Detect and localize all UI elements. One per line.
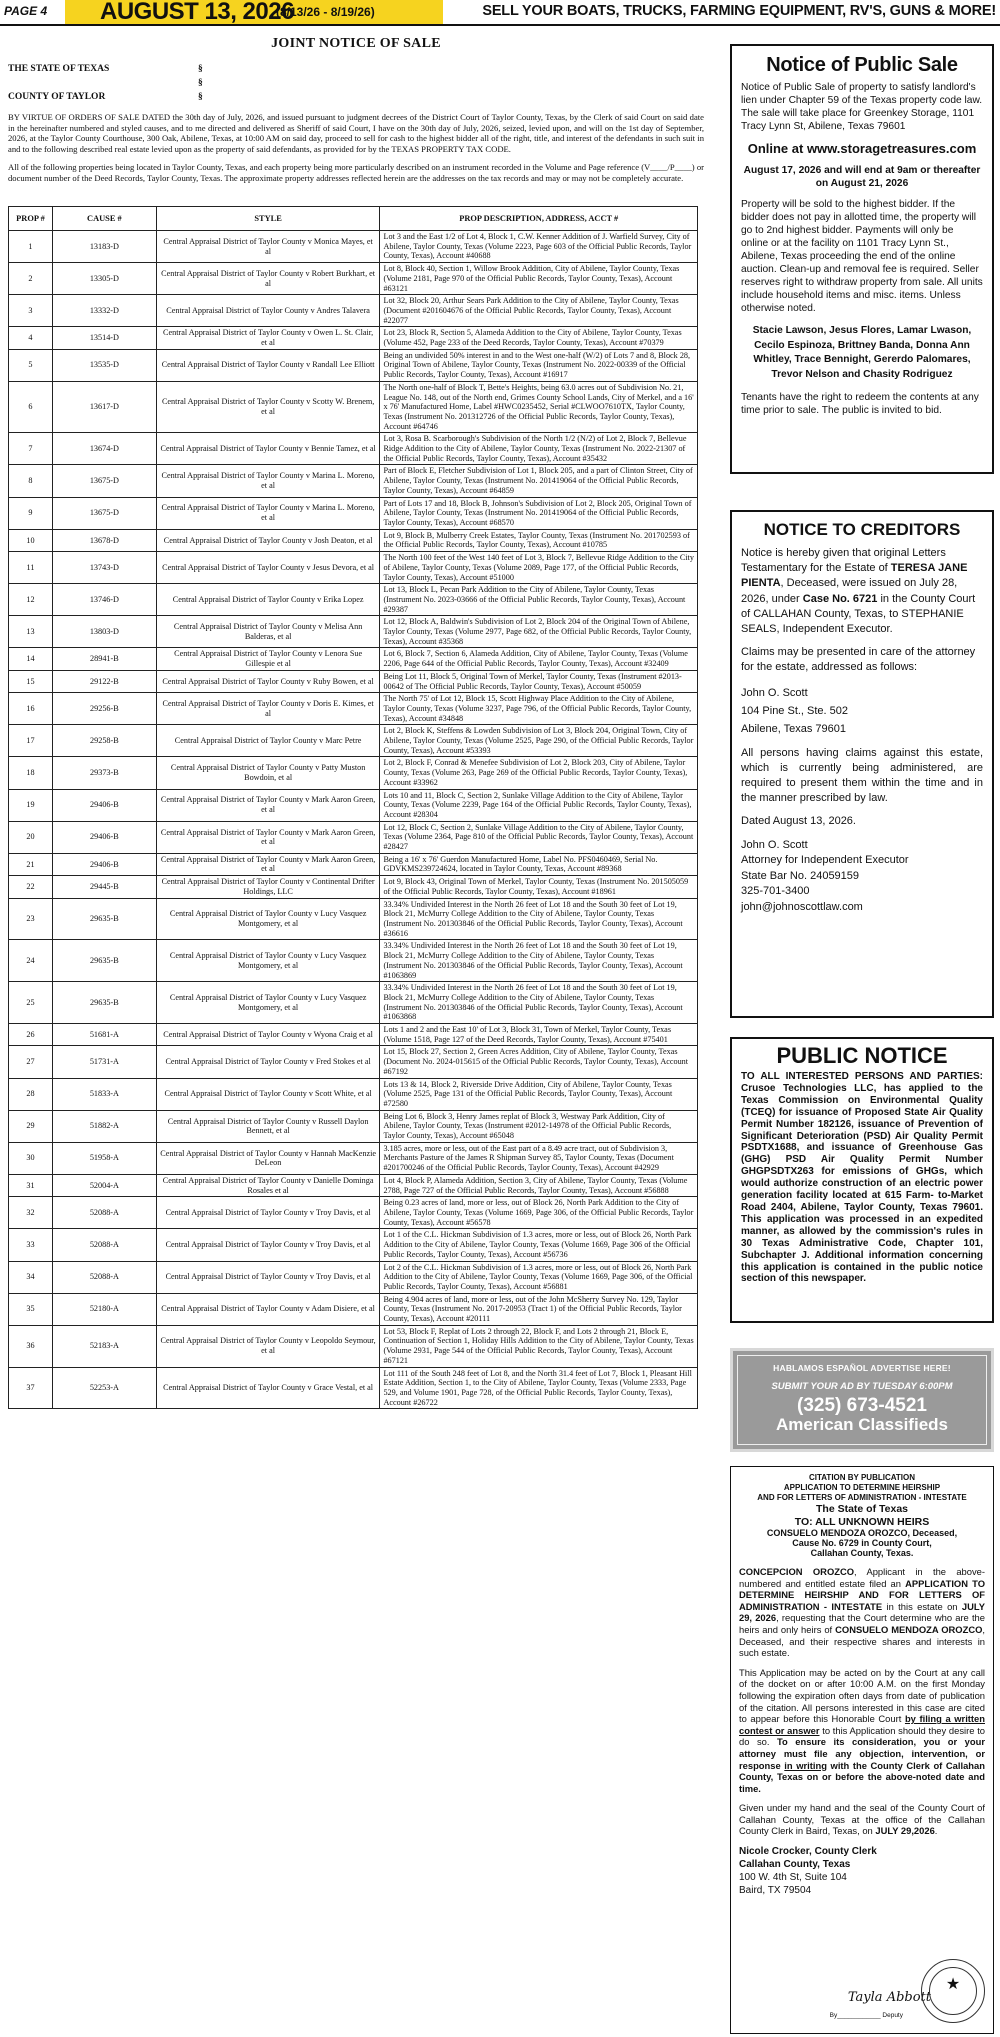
deputy-line: By____________ Deputy <box>829 2012 903 2019</box>
cause-number: 28941-B <box>52 648 156 670</box>
table-row <box>9 552 698 584</box>
notice-to-creditors <box>730 510 994 1018</box>
county-clerk-block: Nicole Crocker, County Clerk Callahan County, Texas 100 W. 4th St, Suite 104 Baird, TX 79504 <box>739 1846 877 1897</box>
cause-number: 29256-B <box>52 693 156 725</box>
property-description: Lots 13 & 14, Block 2, Riverside Drive Addition, City of Abilene, Taylor County, Texas (Volume 2525, Page 131 of the Official Public Records, Taylor County, Texas), Account #72580 <box>380 1078 698 1110</box>
issue-date: AUGUST 13, 2026 <box>100 0 294 25</box>
cause-number: 29445-B <box>52 876 156 898</box>
prop-number: 34 <box>9 1261 53 1293</box>
table-row <box>9 1142 698 1174</box>
table-row <box>9 757 698 789</box>
public-sale-intro: Notice of Public Sale of property to satisfy landlord's lien under Chapter 59 of the Texas property code law. The sale will take place for Greenkey Storage, 1101 Tracy Lynn St, Abilene, Texas 79601 <box>741 82 983 132</box>
cause-number: 51882-A <box>52 1110 156 1142</box>
property-description: Lot 3, Rosa B. Scarborough's Subdivision of the North 1/2 (N/2) of Lot 2, Block 7, Bellevue Ridge Addition to the City of Abilene, Taylor County, Texas (Instrument No. 2022-21307 of the Official Public Records, Taylor County, Texas), Account #35432 <box>380 433 698 465</box>
property-description: The North 100 feet of the West 140 feet of Lot 3, Block 7, Bellevue Ridge Addition to the City of Abilene, Taylor County, Texas (Volume 2089, Page 177, of the Official Public Records, Taylor County, Texas), Account #51000 <box>380 552 698 584</box>
table-row <box>9 381 698 433</box>
cause-number: 13332-D <box>52 295 156 327</box>
prop-number: 5 <box>9 349 53 381</box>
case-style: Central Appraisal District of Taylor County v Jesus Devora, et al <box>156 552 380 584</box>
prop-number: 36 <box>9 1325 53 1367</box>
table-row <box>9 433 698 465</box>
promo-line-1: HABLAMOS ESPAÑOL ADVERTISE HERE! <box>773 1363 951 1373</box>
case-style: Central Appraisal District of Taylor County v Leopoldo Seymour, et al <box>156 1325 380 1367</box>
table-row <box>9 876 698 898</box>
property-description: Lot 2, Block K, Steffens & Lowden Subdivision of Lot 3, Block 204, Original Town, City of Abilene, Taylor County, Texas (Volume 2525, Page 290, of the Official Public Records, Taylor County, Texas), Account #53393 <box>380 725 698 757</box>
case-style: Central Appraisal District of Taylor County v Continental Drifter Holdings, LLC <box>156 876 380 898</box>
prop-number: 21 <box>9 853 53 875</box>
cause-number: 13617-D <box>52 381 156 433</box>
property-description: Being Lot 6, Block 3, Henry James replat of Block 3, Westway Park Addition, City of Abilene, Taylor County, Texas (Instrument #2012-14978 of the Official Public Records, Taylor County, Texas), Account #65048 <box>380 1110 698 1142</box>
case-style: Central Appraisal District of Taylor County v Mark Aaron Green, et al <box>156 853 380 875</box>
classifieds-promo <box>730 1348 994 1452</box>
cause-number: 13678-D <box>52 529 156 551</box>
property-description: Lots 1 and 2 and the East 10' of Lot 3, Block 31, Town of Merkel, Taylor County, Texas (Volume 1518, Page 127 of the Deed Records, Taylor County, Texas), Account #75401 <box>380 1024 698 1046</box>
case-style: Central Appraisal District of Taylor County v Doris E. Kimes, et al <box>156 693 380 725</box>
cause-number: 13535-D <box>52 349 156 381</box>
promo-brand: American Classifieds <box>776 1415 948 1434</box>
creditors-email: john@johnoscottlaw.com <box>741 900 863 913</box>
creditors-paragraph-3: All persons having claims against this estate, which is currently being administered, are required to present them within the time and in the manner prescribed by law. <box>741 746 983 805</box>
case-style: Central Appraisal District of Taylor County v Lenora Sue Gillespie et al <box>156 648 380 670</box>
cause-number: 13675-D <box>52 497 156 529</box>
table-row <box>9 231 698 263</box>
section-line <box>8 76 704 90</box>
case-style: Central Appraisal District of Taylor County v Marina L. Moreno, et al <box>156 465 380 497</box>
case-style: Central Appraisal District of Taylor County v Owen L. St. Clair, et al <box>156 327 380 349</box>
page-header <box>0 0 1000 26</box>
case-style: Central Appraisal District of Taylor County v Lucy Vasquez Montgomery, et al <box>156 940 380 982</box>
cause-number: 51833-A <box>52 1078 156 1110</box>
col-prop: PROP # <box>9 207 53 231</box>
public-sale-dates: August 17, 2026 and will end at 9am or thereafter on August 21, 2026 <box>743 165 981 189</box>
table-row <box>9 497 698 529</box>
prop-number: 15 <box>9 670 53 692</box>
prop-number: 2 <box>9 263 53 295</box>
table-header-row <box>9 207 698 231</box>
cause-number: 13674-D <box>52 433 156 465</box>
prop-number: 7 <box>9 433 53 465</box>
public-notice-title: PUBLIC NOTICE <box>776 1043 948 1068</box>
table-row <box>9 1024 698 1046</box>
property-description: Lot 6, Block 7, Section 6, Alameda Addition, City of Abilene, Taylor County, Texas (Volume 2206, Page 644 of the Official Public Records, Taylor County, Texas), Account #32409 <box>380 648 698 670</box>
property-description: Lot 12, Block A, Baldwin's Subdivision of Lot 2, Block 204 of the Original Town of Abilene, Taylor County, Texas (Volume 2977, Page 682, of the Official Public Records, Taylor County, Texas), Account #35368 <box>380 616 698 648</box>
cause-number: 52180-A <box>52 1293 156 1325</box>
prop-number: 32 <box>9 1197 53 1229</box>
prop-number: 29 <box>9 1110 53 1142</box>
property-description: Lot 2, Block F, Conrad & Menefee Subdivision of Lot 2, Block 203, City of Abilene, Taylor County, Texas (Volume 263, Page 269 of the Official Public Records, Taylor County, Texas), Account #33962 <box>380 757 698 789</box>
table-row <box>9 263 698 295</box>
cause-number: 13743-D <box>52 552 156 584</box>
table-row <box>9 940 698 982</box>
table-row <box>9 295 698 327</box>
table-row <box>9 327 698 349</box>
property-description: Part of Lots 17 and 18, Block B, Johnson's Subdivision of Lot 2, Block 205, Original Town of Abilene, Taylor County, Texas (Instrument No. 201419064 of the Official Public Records, Taylor County, Texas), Account #68570 <box>380 497 698 529</box>
prop-number: 28 <box>9 1078 53 1110</box>
case-style: Central Appraisal District of Taylor County v Troy Davis, et al <box>156 1229 380 1261</box>
public-sale-names: Stacie Lawson, Jesus Flores, Lamar Lwason, Cecilo Espinoza, Brittney Banda, Donna Ann Whitley, Trace Bennight, Gererdo Palomares, Trevor Nelson and Chasity Rodriguez <box>752 325 972 380</box>
case-style: Central Appraisal District of Taylor County v Troy Davis, et al <box>156 1197 380 1229</box>
case-style: Central Appraisal District of Taylor County v Monica Mayes, et al <box>156 231 380 263</box>
table-row <box>9 1325 698 1367</box>
prop-number: 8 <box>9 465 53 497</box>
prop-number: 35 <box>9 1293 53 1325</box>
page-number: PAGE 4 <box>4 4 48 18</box>
table-row <box>9 1110 698 1142</box>
prop-number: 23 <box>9 898 53 940</box>
cause-number: 13675-D <box>52 465 156 497</box>
table-row <box>9 898 698 940</box>
table-row <box>9 670 698 692</box>
property-description: Lot 12, Block C, Section 2, Sunlake Village Addition to the City of Abilene, Taylor County, Texas (Volume 2364, Page 810 of the Official Public Records, Taylor County, Texas), Account #28427 <box>380 821 698 853</box>
case-style: Central Appraisal District of Taylor County v Adam Disiere, et al <box>156 1293 380 1325</box>
creditors-paragraph-2: Claims may be presented in care of the attorney for the estate, addressed as follows: <box>741 646 976 674</box>
cause-number: 29258-B <box>52 725 156 757</box>
table-row <box>9 1261 698 1293</box>
public-sale-online: Online at www.storagetreasures.com <box>747 141 977 156</box>
property-description: Being an undivided 50% interest in and to the West one-half (W/2) of Lots 7 and 8, Block 28, Original Town of Abilene, Taylor County, Texas (Instrument No. 2022-00339 of the Official Public Records, Taylor County, Texas), Account #16917 <box>380 349 698 381</box>
prop-number: 9 <box>9 497 53 529</box>
prop-number: 4 <box>9 327 53 349</box>
col-style: STYLE <box>156 207 380 231</box>
property-description: Lot 1 of the C.L. Hickman Subdivision of 1.3 acres, more or less, out of Block 26, North Park Addition to the City of Abilene, Taylor County, Texas (Volume 1669, Page 306 of the Official Public Records, Taylor County, Texas), Account #56736 <box>380 1229 698 1261</box>
case-style: Central Appraisal District of Taylor County v Robert Burkhart, et al <box>156 263 380 295</box>
table-row <box>9 1078 698 1110</box>
case-style: Central Appraisal District of Taylor County v Danielle Dominga Rosales et al <box>156 1174 380 1196</box>
property-description: Lot 3 and the East 1/2 of Lot 4, Block 1, C.W. Kenner Addition of J. Warfield Survey, City of Abilene, Taylor County, Texas (Volume 2223, Page 603 of the Official Public Records, Taylor County, Texas), Account #40688 <box>380 231 698 263</box>
table-row <box>9 853 698 875</box>
property-description: The North one-half of Block T, Bette's Heights, being 63.0 acres out of Subdivision No. 21, League No. 148, out of the North end, Grimes County School Lands, City of Merkel, and a 16' x 76' Manufactured Home, Label #HWC0235452, Serial #CLWOO7610TX, Taylor County, Texas (Instrument No. 201312726 of the Official Public Records, Taylor County, Texas), Account #64746 <box>380 381 698 433</box>
cause-number: 52183-A <box>52 1325 156 1367</box>
prop-number: 11 <box>9 552 53 584</box>
prop-number: 26 <box>9 1024 53 1046</box>
table-row <box>9 982 698 1024</box>
table-row <box>9 1174 698 1196</box>
cause-number: 52088-A <box>52 1261 156 1293</box>
property-description: Being Lot 11, Block 5, Original Town of Merkel, Taylor County, Texas (Instrument #2013-00642 of The Official Public Records, Taylor County, Texas), Account #50059 <box>380 670 698 692</box>
public-notice <box>730 1037 994 1323</box>
table-row <box>9 1197 698 1229</box>
joint-notice-title: JOINT NOTICE OF SALE <box>271 36 441 51</box>
prop-number: 10 <box>9 529 53 551</box>
case-style: Central Appraisal District of Taylor County v Andres Talavera <box>156 295 380 327</box>
cause-number: 52253-A <box>52 1367 156 1409</box>
cause-number: 29635-B <box>52 940 156 982</box>
case-style: Central Appraisal District of Taylor County v Troy Davis, et al <box>156 1261 380 1293</box>
case-style: Central Appraisal District of Taylor County v Patty Muston Bowdoin, et al <box>156 757 380 789</box>
prop-number: 19 <box>9 789 53 821</box>
cause-number: 52088-A <box>52 1229 156 1261</box>
prop-number: 12 <box>9 584 53 616</box>
issue-range: (8/13/26 - 8/19/26) <box>276 5 375 19</box>
case-style: Central Appraisal District of Taylor County v Russell Daylon Bennett, et al <box>156 1110 380 1142</box>
cause-number: 29635-B <box>52 982 156 1024</box>
col-cause: CAUSE # <box>52 207 156 231</box>
case-style: Central Appraisal District of Taylor County v Josh Deaton, et al <box>156 529 380 551</box>
property-description: 33.34% Undivided Interest in the North 26 feet of Lot 18 and the South 30 feet of Lot 19, Block 21, McMurry College Addition to the City of Abilene, Taylor County, Texas (Instrument No. 201303846 of the Official Public Records, Taylor County, Texas), Account #1063868 <box>380 982 698 1024</box>
table-row <box>9 821 698 853</box>
table-row <box>9 529 698 551</box>
cause-number: 52088-A <box>52 1197 156 1229</box>
case-style: Central Appraisal District of Taylor County v Randall Lee Elliott <box>156 349 380 381</box>
state-line: THE STATE OF TEXAS § <box>8 64 203 74</box>
table-row <box>9 584 698 616</box>
case-style: Central Appraisal District of Taylor County v Hannah MacKenzie DeLeon <box>156 1142 380 1174</box>
case-style: Central Appraisal District of Taylor County v Scotty W. Brenem, et al <box>156 381 380 433</box>
county-seal-icon: ★ <box>921 1959 985 2023</box>
property-description: Lot 111 of the South 248 feet of Lot 8, and the North 31.4 feet of Lot 7, Block 1, Pleasant Hill Estate Addition, Section 1, to the City of Abilene, Taylor County, Texas (Volume 2333, Page 529, and Volume 1901, Page 728, of the Official Public Records, Taylor County, Texas), Account #26722 <box>380 1367 698 1409</box>
prop-number: 30 <box>9 1142 53 1174</box>
public-sale-terms: Property will be sold to the highest bidder. If the bidder does not pay in allotted time, the property will go to 2nd highest bidder. Payments will only be online or at the facility on 1101 Tracy Lynn St., Abilene, Texas proceeding the end of the online auction. Clean-up and removal fee is required. Seller reserves right to withdraw property from sale. All units include household items and misc. items. Unless otherwise noted. <box>741 199 983 314</box>
property-description: Lot 32, Block 20, Arthur Sears Park Addition to the City of Abilene, Taylor County, Texas (Document #201604676 of the Official Public Records, Taylor County, Texas), Account #22077 <box>380 295 698 327</box>
cause-number: 29373-B <box>52 757 156 789</box>
case-style: Central Appraisal District of Taylor County v Lucy Vasquez Montgomery, et al <box>156 982 380 1024</box>
col-description: PROP DESCRIPTION, ADDRESS, ACCT # <box>380 207 698 231</box>
case-style: Central Appraisal District of Taylor County v Mark Aaron Green, et al <box>156 789 380 821</box>
case-style: Central Appraisal District of Taylor County v Erika Lopez <box>156 584 380 616</box>
citation-paragraph-3: Given under my hand and the seal of the County Court of Callahan County, Texas at the office of the Callahan County Clerk in Baird, Texas, on JULY 29,2026. <box>739 1802 985 1837</box>
case-style: Central Appraisal District of Taylor County v Melisa Ann Balderas, et al <box>156 616 380 648</box>
table-row <box>9 616 698 648</box>
property-description: Lot 4, Block P, Alameda Addition, Section 3, City of Abilene, Taylor County, Texas (Volume 2788, Page 727 of the Official Public Records, Taylor County, Texas), Account #56888 <box>380 1174 698 1196</box>
property-paragraph: All of the following properties being located in Taylor County, Texas, and each property being more particularly described on an instrument recorded in the Volume and Page reference (V____/P____) or document number of the Deed Records, Taylor County, Texas. The approximate property addresses reflected herein are the addresses on the tax records and may or may not be completely accurate. <box>8 162 704 183</box>
table-row <box>9 465 698 497</box>
case-style: Central Appraisal District of Taylor County v Ruby Bowen, et al <box>156 670 380 692</box>
property-description: Being 4.904 acres of land, more or less, out of the John McSherry Survey No. 129, Taylor County, Texas (Instrument No. 2017-20953 (Tract 1) of the Official Public Records, Taylor County, Texas), Account #20111 <box>380 1293 698 1325</box>
cause-number: 51731-A <box>52 1046 156 1078</box>
header-tagline: SELL YOUR BOATS, TRUCKS, FARMING EQUIPMENT, RV'S, GUNS & MORE! <box>482 3 996 19</box>
cause-number: 29406-B <box>52 789 156 821</box>
sale-paragraph: BY VIRTUE OF ORDERS OF SALE DATED the 30th day of July, 2026, and issued pursuant to judgment decrees of the District Court of Taylor County, Texas, by the Clerk of said Court on said date in the hereinafter numbered and styled causes, and to me directed and delivered as Sheriff of said Court, I have on the 30th day of July, 2026, seized, levied upon, and will on the 1st day of September, 2026, at the Taylor County Courthouse, 300 Oak, Abilene, Texas, at 10:00 AM on said day, proceed to sell for cash to the highest bidder all of the right, title, and interest of the defendants in such suit in and to the following described real estate levied upon as the property of said defendants, as provided for by the TEXAS PROPERTY TAX CODE. <box>8 112 704 154</box>
cause-number: 29406-B <box>52 853 156 875</box>
table-row <box>9 1229 698 1261</box>
table-row <box>9 1367 698 1409</box>
public-notice-body: TO ALL INTERESTED PERSONS AND PARTIES: Crusoe Technologies LLC, has applied to the Texas Commission on Environmental Quality (TCEQ) for issuance of Proposed State Air Quality Permit Number 182126, issuance of Prevention of Significant Deterioration (PSD) Air Quality Permit PSDTX1688, and issuance of Greenhouse Gas (GHG) PSD Air Quality Permit Number GHGPSDTX263 for emissions of GHGs, which would authorize construction of an electric power generation facility located at 615 Farm- to-Market Road 2404, Abilene, Taylor County, Texas 79601. This application was processed in an expedited manner, as allowed by the commission's rules in 30 Texas Administrative Code, Chapter 101, Subchapter J. Additional information concerning this application is contained in the public notice section of this newspaper. <box>741 1071 983 1285</box>
case-style: Central Appraisal District of Taylor County v Fred Stokes et al <box>156 1046 380 1078</box>
prop-number: 22 <box>9 876 53 898</box>
creditors-signature: John O. Scott Attorney for Independent Executor State Bar No. 24059159 325-701-3400 john@johnoscottlaw.com <box>741 838 909 913</box>
property-description: Being a 16' x 76' Guerdon Manufactured Home, Label No. PFS0460469, Serial No. GDVKMS239724624, located in Taylor County, Texas, Account #89368 <box>380 853 698 875</box>
case-style: Central Appraisal District of Taylor County v Marina L. Moreno, et al <box>156 497 380 529</box>
citation-paragraph-2: This Application may be acted on by the Court at any call of the docket on or after 10:00 A.M. on the first Monday following the expiration often days from date of publication of the citation. All persons interested in this case are cited to appear before this Honorable Court by filing a written contest or answer to this Application should they desire to do so. To ensure its consideration, you or your attorney must file any objection, intervention, or response in writing with the County Clerk of Callahan County, Texas on or before the above-noted date and time. <box>739 1666 986 1794</box>
cause-number: 51681-A <box>52 1024 156 1046</box>
creditors-paragraph-1: Notice is hereby given that original Letters Testamentary for the Estate of TERESA JANE PIENTA, Deceased, were issued on July 28, 2026, under Case No. 6721 in the County Court of CALLAHAN County, Texas, to STEPHANIE SEALS, Independent Executor. <box>741 547 976 636</box>
prop-number: 27 <box>9 1046 53 1078</box>
public-sale-footer: Tenants have the right to redeem the contents at any time prior to sale. The public is invited to bid. <box>741 392 979 416</box>
creditors-dated: Dated August 13, 2026. <box>741 815 856 828</box>
prop-number: 24 <box>9 940 53 982</box>
prop-number: 16 <box>9 693 53 725</box>
table-row <box>9 349 698 381</box>
property-description: Lot 9, Block 43, Original Town of Merkel, Taylor County, Texas (Instrument No. 201505059 of the Official Public Records, Taylor County, Texas), Account #18961 <box>380 876 698 898</box>
case-style: Central Appraisal District of Taylor County v Bennie Tamez, et al <box>156 433 380 465</box>
case-style: Central Appraisal District of Taylor County v Mark Aaron Green, et al <box>156 821 380 853</box>
case-style: Central Appraisal District of Taylor County v Lucy Vasquez Montgomery, et al <box>156 898 380 940</box>
table-row <box>9 725 698 757</box>
cause-number: 13514-D <box>52 327 156 349</box>
property-description: Lot 9, Block B, Mulberry Creek Estates, Taylor County, Texas (Instrument No. 201702593 of the Official Public Records, Taylor County, Texas), Account #10785 <box>380 529 698 551</box>
cause-number: 51958-A <box>52 1142 156 1174</box>
section-mark: § <box>198 64 203 74</box>
property-description: 33.34% Undivided Interest in the North 26 feet of Lot 18 and the South 30 feet of Lot 19, Block 21, McMurry College Addition to the City of Abilene, Taylor County, Texas (Instrument No. 201303846 of the Official Public Records, Taylor County, Texas), Account #1063869 <box>380 940 698 982</box>
table-row <box>9 1046 698 1078</box>
prop-number: 18 <box>9 757 53 789</box>
property-description: Lot 53, Block F, Replat of Lots 2 through 22, Block F, and Lots 2 through 21, Block E, Continuation of Section 1, Holiday Hills Addition to the City of Abilene, Taylor County, Texas (Volume 2931, Page 544 of the Official Public Records, Taylor County, Texas), Account #67121 <box>380 1325 698 1367</box>
property-description: Being 0.23 acres of land, more or less, out of Block 26, North Park Addition to the City of Abilene, Taylor County, Texas (Volume 1669, Page 306, of the Official Public Records, Taylor County, Texas), Account #56578 <box>380 1197 698 1229</box>
case-style: Central Appraisal District of Taylor County v Wyona Craig et al <box>156 1024 380 1046</box>
cause-number: 29122-B <box>52 670 156 692</box>
property-description: Lot 13, Block L, Pecan Park Addition to the City of Abilene, Taylor County, Texas (Instrument No. 2023-03666 of the Official Public Records, Taylor County, Texas), Account #29387 <box>380 584 698 616</box>
prop-number: 37 <box>9 1367 53 1409</box>
property-description: 3.185 acres, more or less, out of the East part of a 8.49 acre tract, out of Subdivision 3, Merchants Pasture of the James R Shipman Survey 85, Taylor County, Texas (Document #201700246 of the Official Public Records, Taylor County, Texas), Account #42929 <box>380 1142 698 1174</box>
citation-by-publication: CITATION BY PUBLICATION APPLICATION TO DETERMINE HEIRSHIP AND FOR LETTERS OF ADMINISTRATION - INTESTATE The State of Texas TO: ALL UNKNOWN HEIRS CONSUELO MENDOZA OROZCO, Deceased, Cause No. 6729 in County Court, Callahan County, Texas. CONCEPCION OROZCO, Applicant in the above-numbered and entitled estate filed an APPLICATION TO DETERMINE HEIRSHIP AND FOR LETTERS OF ADMINISTRATION - INTESTATE in this estate on JULY 29, 2026, requesting that the Court determine who are the heirs and only heirs of CONSUELO MENDOZA OROZCO, Deceased, and their respective shares and interests in such estate. This Application may be acted on by the Court at any call of the docket on or after 10:00 A.M. on the first Monday following the expiration often days from date of publication of the citation. All persons interested in this case are cited to appear before this Honorable Court by filing a written contest or answer to this Application should they desire to do so. To ensure its consideration, you or your attorney must file any objection, intervention, or response in writing with the County Clerk of Callahan County, Texas on or before the above-noted date and time. Given under my hand and the seal of the County Court of Callahan County, Texas at the office of the Callahan County Clerk in Baird, Texas, on JULY 29,2026. Nicole Crocker, County Clerk Callahan County, Texas 100 W. 4th St, Suite 104 Baird, TX 79504 Tayla Abbott By____________ Deputy ★ <box>730 1466 994 2034</box>
promo-line-2: SUBMIT YOUR AD BY TUESDAY 6:00PM <box>771 1381 953 1392</box>
cause-number: 29635-B <box>52 898 156 940</box>
case-style: Central Appraisal District of Taylor County v Scott White, et al <box>156 1078 380 1110</box>
public-sale-title: Notice of Public Sale <box>766 54 958 76</box>
table-row <box>9 648 698 670</box>
clerk-signature: Tayla Abbott <box>847 1990 931 2005</box>
cause-number: 52004-A <box>52 1174 156 1196</box>
property-description: The North 75' of Lot 12, Block 15, Scott Highway Place Addition to the City of Abilene, Taylor County, Texas (Volume 3237, Page 796, of the Official Public Records, Taylor County, Texas), Account #34848 <box>380 693 698 725</box>
prop-number: 13 <box>9 616 53 648</box>
prop-number: 14 <box>9 648 53 670</box>
property-description: Part of Block E, Fletcher Subdivision of Lot 1, Block 205, and a part of Clinton Street, City of Abilene, Taylor County, Texas (Instrument No. 201419064 of the Official Public Records, Taylor County, Texas), Account #64859 <box>380 465 698 497</box>
property-description: Lot 8, Block 40, Section 1, Willow Brook Addition, City of Abilene, Taylor County, Texas (Volume 2181, Page 970 of the Official Public Records, Taylor County, Texas), Account #63121 <box>380 263 698 295</box>
prop-number: 17 <box>9 725 53 757</box>
cause-number: 13183-D <box>52 231 156 263</box>
property-description: 33.34% Undivided Interest in the North 26 feet of Lot 18 and the South 30 feet of Lot 19, Block 21, McMurry College Addition to the City of Abilene, Taylor County, Texas (Instrument No. 201303846 of the Official Public Records, Taylor County, Texas), Account #36616 <box>380 898 698 940</box>
cause-number: 13746-D <box>52 584 156 616</box>
county-line: COUNTY OF TAYLOR § <box>8 92 203 102</box>
cause-number: 29406-B <box>52 821 156 853</box>
section-mark: § <box>198 78 203 88</box>
creditors-address: John O. Scott 104 Pine St., Ste. 502 Abilene, Texas 79601 <box>741 686 849 735</box>
section-mark: § <box>198 92 203 102</box>
property-description: Lot 2 of the C.L. Hickman Subdivision of 1.3 acres, more or less, out of Block 26, North Park Addition to the City of Abilene, Taylor County, Texas (Volume 1669, Page 306, of the Official Public Records, Taylor County, Texas), Account #56881 <box>380 1261 698 1293</box>
case-style: Central Appraisal District of Taylor County v Grace Vestal, et al <box>156 1367 380 1409</box>
property-description: Lots 10 and 11, Block C, Section 2, Sunlake Village Addition to the City of Abilene, Taylor County, Texas (Volume 2239, Page 164 of the Official Public Records, Taylor County, Texas), Account #28304 <box>380 789 698 821</box>
table-row <box>9 693 698 725</box>
property-description: Lot 15, Block 27, Section 2, Green Acres Addition, City of Abilene, Taylor County, Texas (Document No. 2024-015615 of the Official Public Records, Taylor County, Texas), Account #67192 <box>380 1046 698 1078</box>
property-description: Lot 23, Block R, Section 5, Alameda Addition to the City of Abilene, Taylor County, Texas (Volume 452, Page 233 of the Deed Records, Taylor County, Texas), Account #70379 <box>380 327 698 349</box>
creditors-title: NOTICE TO CREDITORS <box>763 520 961 539</box>
prop-number: 31 <box>9 1174 53 1196</box>
property-table <box>8 206 698 1409</box>
case-style: Central Appraisal District of Taylor County v Marc Petre <box>156 725 380 757</box>
table-row <box>9 1293 698 1325</box>
public-sale-notice <box>730 44 994 474</box>
prop-number: 3 <box>9 295 53 327</box>
prop-number: 6 <box>9 381 53 433</box>
prop-number: 1 <box>9 231 53 263</box>
cause-number: 13305-D <box>52 263 156 295</box>
prop-number: 20 <box>9 821 53 853</box>
prop-number: 25 <box>9 982 53 1024</box>
promo-phone: (325) 673-4521 <box>797 1395 927 1416</box>
table-row <box>9 789 698 821</box>
cause-number: 13803-D <box>52 616 156 648</box>
prop-number: 33 <box>9 1229 53 1261</box>
citation-paragraph-1: CONCEPCION OROZCO, Applicant in the above-numbered and entitled estate filed an APPLICATION TO DETERMINE HEIRSHIP AND FOR LETTERS OF ADMINISTRATION - INTESTATE in this estate on JULY 29, 2026, requesting that the Court determine who are the heirs and only heirs of CONSUELO MENDOZA OROZCO, Deceased, and their respective shares and interests in such estate. <box>739 1566 985 1659</box>
